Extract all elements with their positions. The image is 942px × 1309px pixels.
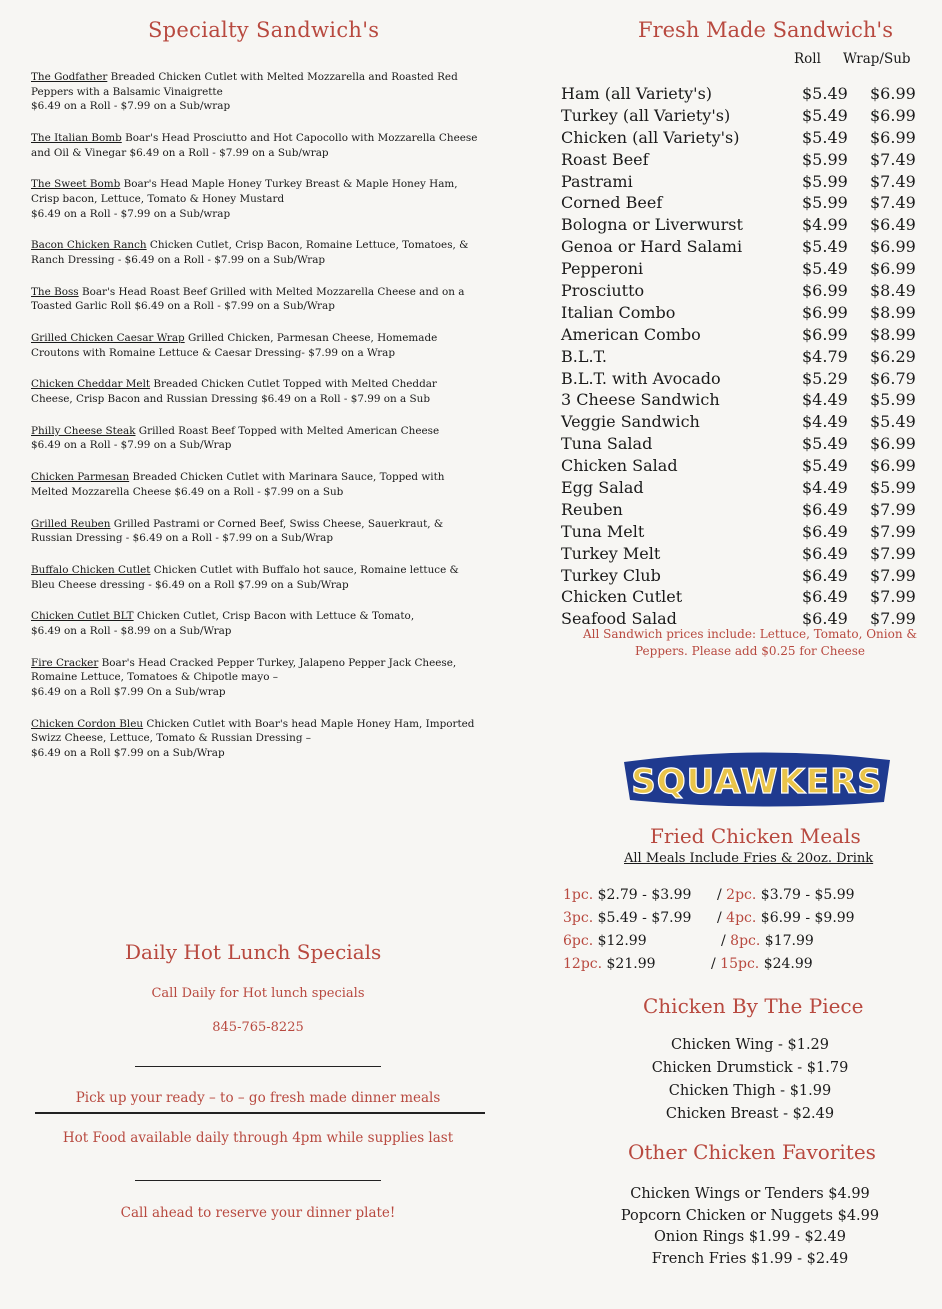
specialty-item xyxy=(31,517,479,546)
specialty-item-desc: Grilled Roast Beef Topped with Melted American Cheese xyxy=(135,424,440,437)
fresh-item-roll-price: $4.79 xyxy=(802,346,848,366)
daily-phone: 845-765-8225 xyxy=(212,1020,304,1035)
fresh-item-row xyxy=(561,543,921,565)
daily-specials-title: Daily Hot Lunch Specials xyxy=(125,940,382,964)
fresh-item-roll-price: $5.99 xyxy=(802,149,848,169)
specialty-item-name: Bacon Chicken Ranch xyxy=(31,239,147,252)
fresh-made-list xyxy=(561,83,921,630)
specialty-item xyxy=(31,70,479,114)
fresh-item-roll-price: $5.99 xyxy=(802,171,848,191)
specialty-item xyxy=(31,424,479,453)
meals-subtitle: All Meals Include Fries & 20oz. Drink xyxy=(624,851,874,866)
specialty-item-desc: Grilled Chicken, Parmesan Cheese, Homemade Croutons with Romaine Lettuce & Caesar Dressing- $7.99 on a Wrap xyxy=(31,332,438,359)
fresh-item-roll-price: $6.49 xyxy=(802,499,848,519)
chicken-piece-item: Chicken Drumstick - $1.79 xyxy=(651,1060,849,1076)
fresh-item-wrap-price: $6.99 xyxy=(870,237,916,257)
specialty-item-desc: Boar's Head Maple Honey Turkey Breast & Maple Honey Ham, Crisp bacon, Lettuce, Tomato & Honey Mustard xyxy=(31,178,458,205)
meal-left xyxy=(563,907,691,930)
chicken-piece-item: Chicken Wing - $1.29 xyxy=(670,1037,830,1053)
specialty-item-name: Grilled Chicken Caesar Wrap xyxy=(31,332,185,345)
fresh-item-row xyxy=(561,83,921,105)
fresh-item-name: Seafood Salad xyxy=(561,609,677,629)
divider xyxy=(35,1112,485,1114)
specialty-item xyxy=(31,131,479,160)
specialty-item xyxy=(31,563,479,592)
specialty-item-desc: Breaded Chicken Cutlet Topped with Melted Cheddar Cheese, Crisp Bacon and Russian Dressing $6.49 on a Roll - $7.99 on a Sub xyxy=(31,378,437,406)
favorite-item: French Fries $1.99 - $2.49 xyxy=(651,1250,849,1267)
fresh-item-row xyxy=(561,477,921,499)
fresh-item-roll-price: $5.49 xyxy=(802,434,848,454)
fresh-item-roll-price: $6.49 xyxy=(802,543,848,563)
fresh-item-row xyxy=(561,411,921,433)
fresh-item-wrap-price: $7.99 xyxy=(870,499,916,519)
meal-price: $24.99 xyxy=(759,956,813,972)
fresh-made-title: Fresh Made Sandwich's xyxy=(638,18,893,42)
specialty-item-desc: Boar's Head Prosciutto and Hot Capocollo with Mozzarella Cheese and Oil & Vinegar $6.49 on a Roll - $7.99 on a Sub/wrap xyxy=(31,131,478,159)
chicken-by-piece-list xyxy=(600,1034,900,1126)
fresh-item-roll-price: $4.49 xyxy=(802,390,848,410)
specialty-item xyxy=(31,609,479,638)
squawkers-logo xyxy=(618,748,896,812)
fresh-item-name: Turkey Melt xyxy=(561,543,661,563)
daily-call-text: Call Daily for Hot lunch specials xyxy=(151,986,365,1001)
fresh-item-roll-price: $5.49 xyxy=(802,127,848,147)
specialty-item-desc: Breaded Chicken Cutlet with Melted Mozzarella and Roasted Red Peppers with a Balsamic Vinaigrette xyxy=(31,71,458,98)
meal-price: $17.99 xyxy=(760,933,814,949)
other-favorites-list xyxy=(590,1184,910,1270)
fresh-item-row xyxy=(561,455,921,477)
fresh-item-roll-price: $5.49 xyxy=(802,237,848,257)
fresh-item-name: Corned Beef xyxy=(561,193,663,213)
fresh-item-row xyxy=(561,149,921,171)
meal-piece-count: 8pc. xyxy=(730,933,761,949)
column-header-roll: Roll xyxy=(794,51,821,67)
meal-right xyxy=(717,907,855,930)
chicken-piece-item: Chicken Thigh - $1.99 xyxy=(668,1083,832,1099)
specialty-item-name: The Godfather xyxy=(31,71,108,83)
fresh-item-row xyxy=(561,521,921,543)
specialty-item-desc: Chicken Cutlet with Buffalo hot sauce, Romaine lettuce & Bleu Cheese dressing - $6.49 on a Roll $7.99 on a Sub/Wrap xyxy=(31,563,459,591)
specialty-item xyxy=(31,470,479,499)
fresh-item-name: Roast Beef xyxy=(561,149,649,169)
fresh-item-name: Chicken (all Variety's) xyxy=(561,127,740,147)
fresh-item-wrap-price: $6.99 xyxy=(870,456,916,476)
meal-price: $5.49 - $7.99 xyxy=(593,910,692,926)
specialty-item-name: Philly Cheese Steak xyxy=(31,424,136,437)
meal-piece-count: 2pc. xyxy=(726,887,757,903)
meal-piece-count: 12pc. xyxy=(563,956,603,972)
fresh-item-row xyxy=(561,499,921,521)
meal-right xyxy=(721,930,814,953)
fresh-item-roll-price: $5.49 xyxy=(802,84,848,103)
fresh-item-row xyxy=(561,258,921,280)
fresh-price-note: All Sandwich prices include: Lettuce, Tomato, Onion & Peppers. Please add $0.25 for Cheese xyxy=(582,627,918,658)
logo-text: SQUAWKERS xyxy=(631,762,883,802)
meal-price: $21.99 xyxy=(602,956,656,972)
fresh-item-roll-price: $6.49 xyxy=(802,609,848,629)
meal-left xyxy=(563,884,691,907)
fresh-item-wrap-price: $5.49 xyxy=(870,412,916,432)
column-header-wrap-sub: Wrap/Sub xyxy=(843,51,911,67)
meal-price: $3.79 - $5.99 xyxy=(756,887,855,903)
specialty-item xyxy=(31,717,479,761)
fresh-item-wrap-price: $6.99 xyxy=(870,84,916,103)
fresh-item-row xyxy=(561,565,921,587)
specialty-item-name: Chicken Cheddar Melt xyxy=(31,378,151,391)
fresh-item-name: Pepperoni xyxy=(561,259,644,279)
fresh-item-row xyxy=(561,236,921,258)
fresh-item-wrap-price: $7.99 xyxy=(870,565,916,585)
fresh-item-row xyxy=(561,346,921,368)
other-favorites-title: Other Chicken Favorites xyxy=(628,1140,876,1164)
specialty-item-desc: Boar's Head Roast Beef Grilled with Melted Mozzarella Cheese and on a Toasted Garlic Roll $6.49 on a Roll - $7.99 on a Sub/Wrap xyxy=(31,285,465,313)
fresh-item-name: Bologna or Liverwurst xyxy=(561,215,743,235)
specialty-item-desc: Chicken Cutlet, Crisp Bacon, Romaine Lettuce, Tomatoes, & Ranch Dressing - $6.49 on a Roll - $7.99 on a Sub/Wrap xyxy=(31,239,469,266)
fresh-item-roll-price: $5.49 xyxy=(802,105,848,125)
specialty-item-name: Buffalo Chicken Cutlet xyxy=(31,563,151,576)
specialty-item-price: $6.49 on a Roll $7.99 on a Sub/Wrap xyxy=(31,746,225,759)
fresh-item-row xyxy=(561,192,921,214)
fresh-item-wrap-price: $6.99 xyxy=(870,259,916,279)
specialty-title: Specialty Sandwich's xyxy=(148,18,380,42)
specialty-item-name: Grilled Reuben xyxy=(31,517,111,530)
favorite-item: Onion Rings $1.99 - $2.49 xyxy=(654,1229,846,1245)
specialty-list xyxy=(31,70,479,778)
meal-separator: / xyxy=(717,910,727,926)
specialty-item xyxy=(31,377,479,406)
fresh-item-wrap-price: $6.49 xyxy=(870,215,916,235)
fresh-item-roll-price: $5.99 xyxy=(802,193,848,213)
fresh-item-name: Genoa or Hard Salami xyxy=(561,237,743,257)
specialty-item-desc: Chicken Cutlet with Boar's head Maple Honey Ham, Imported Swizz Cheese, Lettuce, Tomato & Russian Dressing – xyxy=(31,717,475,745)
meal-separator: / xyxy=(721,933,731,949)
fresh-item-name: Pastrami xyxy=(561,171,633,191)
fresh-item-wrap-price: $8.99 xyxy=(870,302,916,322)
fresh-item-wrap-price: $7.49 xyxy=(870,149,916,169)
fresh-item-name: 3 Cheese Sandwich xyxy=(561,390,720,410)
meal-piece-count: 3pc. xyxy=(563,910,594,926)
fresh-item-row xyxy=(561,586,921,608)
specialty-item-price: $6.49 on a Roll - $7.99 on a Sub/wrap xyxy=(31,207,231,220)
fresh-item-wrap-price: $5.99 xyxy=(870,390,916,410)
fresh-item-row xyxy=(561,127,921,149)
fresh-item-roll-price: $6.49 xyxy=(802,587,848,607)
fresh-item-roll-price: $6.49 xyxy=(802,565,848,585)
favorite-item: Popcorn Chicken or Nuggets $4.99 xyxy=(620,1207,880,1224)
specialty-item-name: The Boss xyxy=(31,285,79,298)
meal-row xyxy=(563,930,933,953)
meal-separator: / xyxy=(711,956,721,972)
fresh-item-row xyxy=(561,171,921,193)
meal-price: $12.99 xyxy=(593,933,647,949)
fresh-item-wrap-price: $8.99 xyxy=(870,324,916,344)
specialty-item-price: $6.49 on a Roll - $7.99 on a Sub/wrap xyxy=(31,100,231,113)
specialty-item-name: The Sweet Bomb xyxy=(31,178,121,191)
specialty-item xyxy=(31,238,479,267)
meal-piece-count: 1pc. xyxy=(563,887,594,903)
fresh-item-name: Italian Combo xyxy=(561,302,676,322)
fresh-item-roll-price: $4.49 xyxy=(802,412,848,432)
fresh-item-wrap-price: $8.49 xyxy=(870,281,916,301)
specialty-item-name: Chicken Parmesan xyxy=(31,471,130,484)
fresh-item-roll-price: $5.29 xyxy=(802,368,848,388)
chicken-by-piece-title: Chicken By The Piece xyxy=(643,994,864,1018)
fresh-item-row xyxy=(561,389,921,411)
fresh-item-wrap-price: $5.99 xyxy=(870,478,916,498)
fresh-item-name: Ham (all Variety's) xyxy=(561,84,713,103)
divider xyxy=(135,1066,381,1067)
fresh-item-wrap-price: $6.79 xyxy=(870,368,916,388)
specialty-item xyxy=(31,656,479,700)
meals-list xyxy=(563,884,933,976)
fresh-item-wrap-price: $7.99 xyxy=(870,587,916,607)
fresh-item-row xyxy=(561,433,921,455)
fresh-item-row xyxy=(561,214,921,236)
pickup-text: Pick up your ready – to – go fresh made dinner meals xyxy=(75,1090,441,1106)
fried-chicken-meals-title: Fried Chicken Meals xyxy=(650,824,861,848)
fresh-item-name: Turkey (all Variety's) xyxy=(561,105,731,125)
divider xyxy=(135,1180,381,1181)
specialty-item-desc: Chicken Cutlet, Crisp Bacon with Lettuce & Tomato, xyxy=(133,610,415,623)
fresh-item-name: Prosciutto xyxy=(561,281,645,301)
fresh-item-row xyxy=(561,324,921,346)
fresh-item-name: American Combo xyxy=(561,324,701,344)
call-ahead-text: Call ahead to reserve your dinner plate! xyxy=(120,1205,396,1221)
meal-row xyxy=(563,907,933,930)
meal-separator: / xyxy=(717,887,727,903)
fresh-item-wrap-price: $7.99 xyxy=(870,543,916,563)
fresh-item-name: Turkey Club xyxy=(561,565,661,585)
fresh-item-name: Veggie Sandwich xyxy=(561,412,700,432)
meal-left xyxy=(563,930,647,953)
favorite-item: Chicken Wings or Tenders $4.99 xyxy=(630,1186,870,1202)
meal-left xyxy=(563,953,656,976)
fresh-item-wrap-price: $7.99 xyxy=(870,521,916,541)
meal-piece-count: 6pc. xyxy=(563,933,594,949)
fresh-item-row xyxy=(561,368,921,390)
specialty-item-name: Chicken Cordon Bleu xyxy=(31,717,144,730)
fresh-item-row xyxy=(561,105,921,127)
fresh-item-roll-price: $6.99 xyxy=(802,302,848,322)
fresh-item-roll-price: $5.49 xyxy=(802,259,848,279)
specialty-item-name: The Italian Bomb xyxy=(31,131,122,144)
fresh-item-wrap-price: $6.99 xyxy=(870,434,916,454)
hot-food-text: Hot Food available daily through 4pm while supplies last xyxy=(62,1130,454,1146)
fresh-item-roll-price: $6.99 xyxy=(802,324,848,344)
specialty-item-name: Chicken Cutlet BLT xyxy=(31,610,134,623)
meal-row xyxy=(563,884,933,907)
fresh-item-roll-price: $4.99 xyxy=(802,215,848,235)
fresh-item-row xyxy=(561,302,921,324)
fresh-item-wrap-price: $7.49 xyxy=(870,171,916,191)
chicken-piece-item: Chicken Breast - $2.49 xyxy=(665,1106,835,1122)
specialty-item-price: $6.49 on a Roll - $8.99 on a Sub/Wrap xyxy=(31,624,232,637)
specialty-item xyxy=(31,285,479,314)
fresh-item-name: B.L.T. xyxy=(561,346,607,366)
specialty-item xyxy=(31,331,479,360)
meal-price: $2.79 - $3.99 xyxy=(593,887,692,903)
fresh-item-name: Reuben xyxy=(561,499,623,519)
fresh-item-name: B.L.T. with Avocado xyxy=(561,368,721,388)
fresh-item-wrap-price: $6.99 xyxy=(870,105,916,125)
fresh-item-name: Tuna Melt xyxy=(561,521,645,541)
fresh-item-row xyxy=(561,280,921,302)
specialty-item-desc: Grilled Pastrami or Corned Beef, Swiss Cheese, Sauerkraut, & Russian Dressing - $6.49 on a Roll - $7.99 on a Sub/Wrap xyxy=(31,517,444,545)
fresh-item-roll-price: $4.49 xyxy=(802,478,848,498)
fresh-item-name: Egg Salad xyxy=(561,478,644,498)
fresh-item-wrap-price: $6.99 xyxy=(870,127,916,147)
meal-right xyxy=(717,884,855,907)
fresh-item-roll-price: $6.99 xyxy=(802,281,848,301)
fresh-item-roll-price: $6.49 xyxy=(802,521,848,541)
specialty-item-price: $6.49 on a Roll $7.99 On a Sub/wrap xyxy=(31,685,226,698)
meal-price: $6.99 - $9.99 xyxy=(756,910,855,926)
meal-piece-count: 15pc. xyxy=(720,956,760,972)
fresh-item-wrap-price: $7.99 xyxy=(870,609,916,629)
fresh-item-roll-price: $5.49 xyxy=(802,456,848,476)
fresh-item-name: Chicken Salad xyxy=(561,456,678,476)
specialty-item-price: $6.49 on a Roll - $7.99 on a Sub/Wrap xyxy=(31,439,232,452)
fresh-item-name: Chicken Cutlet xyxy=(561,587,683,607)
specialty-item-desc: Breaded Chicken Cutlet with Marinara Sauce, Topped with Melted Mozzarella Cheese $6.49 on a Roll - $7.99 on a Sub xyxy=(31,471,445,498)
meal-right xyxy=(711,953,813,976)
fresh-item-wrap-price: $6.29 xyxy=(870,346,916,366)
fresh-item-wrap-price: $7.49 xyxy=(870,193,916,213)
meal-row xyxy=(563,953,933,976)
specialty-item-desc: Boar's Head Cracked Pepper Turkey, Jalapeno Pepper Jack Cheese, Romaine Lettuce, Tomatoes & Chipotle mayo – xyxy=(31,656,457,684)
specialty-item xyxy=(31,177,479,221)
fresh-item-name: Tuna Salad xyxy=(561,434,653,454)
meal-piece-count: 4pc. xyxy=(726,910,757,926)
specialty-item-name: Fire Cracker xyxy=(31,656,99,669)
